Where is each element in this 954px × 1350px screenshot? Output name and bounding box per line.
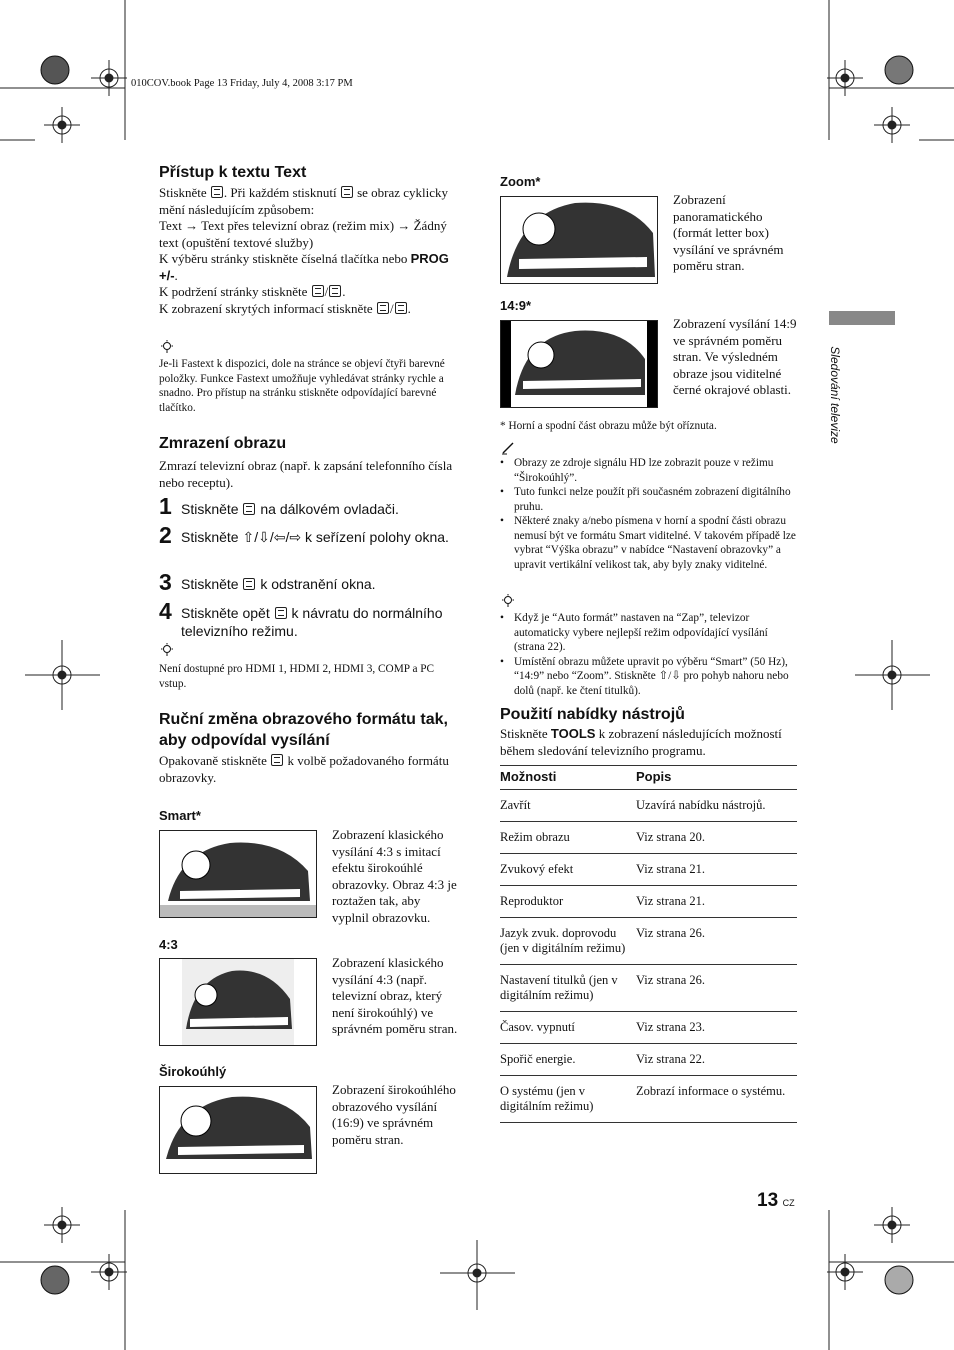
freeze-intro: Zmrazí televizní obraz (např. k zapsání telefonního čísla nebo receptu). [159,458,453,490]
tools-intro: Stiskněte TOOLS k zobrazení následujících možností během sledování televizního programu. [500,726,782,758]
list-item: • Některé znaky a/nebo písmena v horní a spodní části obrazu nemusí být ve formátu Smart viditelné. V takovém případě lze vybrat “Výška obrazu” v nabídce “Nastavení obrazovky” a upravit vertikální velikost tak, aby byly znaky viditelné. [500,514,800,572]
list-item: • Umístění obrazu můžete upravit po výběru “Smart” (50 Hz), “14:9” nebo “Zoom”. Stiskněte ⇧/⇩ pro pohyb nahoru nebo dolů (např. ke čtení titulků). [500,655,800,699]
car-image-4-3 [159,958,317,1046]
option-cell: Jazyk zvuk. doprovodu (jen v digitálním režimu) [500,926,626,955]
mode-desc-zoom: Zobrazení panoramatického (formát letter box) vysílání ve správném poměru stran. [673,192,784,273]
mode-desc-smart: Zobrazení klasického vysílání 4:3 s imitací efektu širokoúhlé obrazovky. Obraz 4:3 je roztažen tak, aby vyplnil obrazovku. [332,827,457,925]
mode-desc-wide: Zobrazení širokoúhlého obrazového vysílání (16:9) ve správném poměru stran. [332,1082,456,1147]
column-header: Popis [636,769,672,784]
hold-alt-icon [329,285,341,297]
desc-cell: Viz strana 21. [636,862,706,876]
mode-name-4-3: 4:3 [159,937,178,952]
text-button-icon [211,186,223,198]
table-row [500,790,797,822]
step-number: 1 [159,493,172,519]
wide-mode-button-icon [271,754,283,766]
step-number: 4 [159,598,172,624]
format-intro: Opakovaně stiskněte k volbě požadovaného formátu obrazovky. [159,753,449,785]
mode-name-14-9: 14:9* [500,298,532,313]
option-cell: Zvukový efekt [500,862,574,876]
option-cell: O systému (jen v digitálním režimu) [500,1084,594,1113]
option-cell: Zavřít [500,798,531,812]
table-header [500,766,797,790]
section-title-text: Přístup k textu Text [159,164,307,181]
note-pencil-icon [501,441,515,455]
list-item: • Když je “Auto formát” nastaven na “Zap”, televizor automaticky vybere nejlepší režim odpovídající vysílání (strana 22). [500,611,800,655]
list-item: • Tuto funkci nelze použít při současném zobrazení digitálního pruhu. [500,485,800,514]
step-text: Stiskněte na dálkovém ovladači. [181,501,399,517]
step-number: 3 [159,569,172,595]
tools-table [500,765,797,1123]
table-row [500,1012,797,1044]
freeze-button-icon [275,607,287,619]
desc-cell: Uzavírá nabídku nástrojů. [636,798,766,812]
hint-icon [160,643,174,657]
mode-name-smart: Smart* [159,808,201,823]
page-number: 13 CZ [757,1190,795,1211]
reveal-button-icon [377,302,389,314]
text-access-body: Stiskněte . Při každém stisknutí se obraz cyklicky mění následujícím způsobem: Text → Text přes televizní obraz (režim mix) → Žádný text (opuštění textové služby) K výběru stránky stiskněte číselná tlačítka nebo PROG +/-. K podržení stránky stiskněte / . K zobrazení skrytých informací stiskněte / . [159,185,449,316]
mode-name-wide: Širokoúhlý [159,1064,227,1079]
text-button-icon [341,186,353,198]
car-image-wide [159,1086,317,1174]
side-tab-bar [829,311,895,325]
freeze-button-icon [243,578,255,590]
notes-list [500,456,800,572]
mode-desc-14-9: Zobrazení vysílání 14:9 ve správném poměru stran. Ve výsledném obraze jsou viditelné černé okrajové oblasti. [673,316,797,397]
section-title-freeze: Zmrazení obrazu [159,435,287,452]
side-tab-label: Sledování televize [828,346,842,444]
step-number: 2 [159,522,172,548]
table-row [500,918,797,965]
table-row [500,822,797,854]
step-text: Stiskněte opět k návratu do normálního televizního režimu. [181,605,443,639]
car-image-smart [159,830,317,918]
reveal-alt-icon [395,302,407,314]
desc-cell: Viz strana 20. [636,830,706,844]
desc-cell: Viz strana 22. [636,1052,706,1066]
table-row [500,1044,797,1076]
hint-icon [501,594,515,608]
list-item: • Obrazy ze zdroje signálu HD lze zobrazit pouze v režimu “Širokoúhlý”. [500,456,800,485]
option-cell: Režim obrazu [500,830,570,844]
desc-cell: Viz strana 26. [636,926,706,940]
desc-cell: Viz strana 26. [636,973,706,987]
option-cell: Reproduktor [500,894,564,908]
option-cell: Časov. vypnutí [500,1020,575,1034]
option-cell: Nastavení titulků (jen v digitálním režimu) [500,973,618,1002]
mode-desc-4-3: Zobrazení klasického vysílání 4:3 (např. televizní obraz, který není širokoúhlý) ve správném poměru stran. [332,955,458,1036]
table-row [500,965,797,1012]
hint-icon [160,340,174,354]
freeze-hint: Není dostupné pro HDMI 1, HDMI 2, HDMI 3, COMP a PC vstup. [159,663,435,690]
car-image-zoom [500,196,658,284]
table-row [500,854,797,886]
hold-button-icon [312,285,324,297]
section-title-format: Ruční změna obrazového formátu tak, aby odpovídal vysílání [159,711,448,749]
car-image-14-9 [500,320,658,408]
table-row [500,886,797,918]
section-title-tools: Použití nabídky nástrojů [500,706,685,723]
table-row [500,1076,797,1123]
desc-cell: Viz strana 23. [636,1020,706,1034]
desc-cell: Zobrazí informace o systému. [636,1084,786,1098]
step-text: Stiskněte ⇧/⇩/⇦/⇨ k seřízení polohy okna. [181,529,449,545]
mode-name-zoom: Zoom* [500,174,541,189]
desc-cell: Viz strana 21. [636,894,706,908]
text-hint: Je-li Fastext k dispozici, dole na stránce se objeví čtyři barevné položky. Funkce Fastext umožňuje vyhledávat stránky rychle a snadno. Pro přístup na stránku stiskněte odpovídající barevné tlačítko. [159,358,445,414]
footnote: * Horní a spodní část obrazu může být oříznuta. [500,420,717,432]
column-header: Možnosti [500,769,557,784]
freeze-button-icon [243,503,255,515]
hints-list [500,611,800,698]
header-line: 010COV.book Page 13 Friday, July 4, 2008 3:17 PM [131,78,353,89]
step-text: Stiskněte k odstranění okna. [181,576,376,592]
option-cell: Spořič energie. [500,1052,576,1066]
